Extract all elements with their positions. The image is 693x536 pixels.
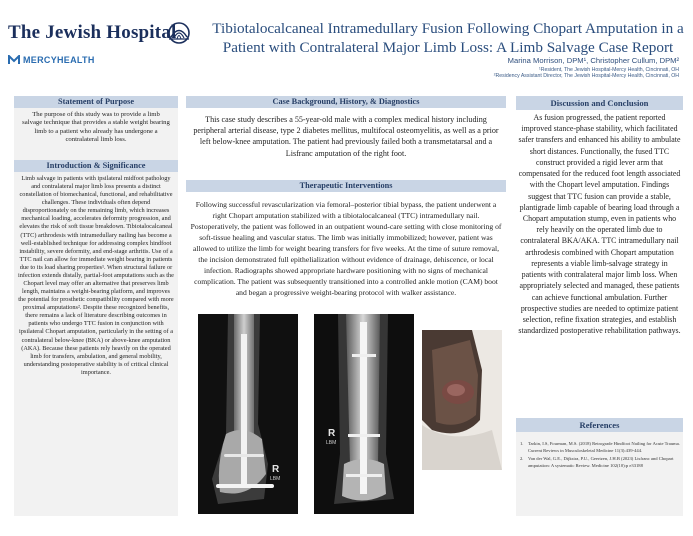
affiliation-line-1: ¹Resident, The Jewish Hospital-Mercy Health, Cincinnati, OH [538,67,679,73]
intro-text: Limb salvage in patients with ipsilateral midfoot pathology and contralateral major limb loss presents a distinct constellation of biomechanical, functional, and rehabilitative challenges. These individuals often depend disproportionately on the remaining limb, which increases mechanical loading, accelerates deformity progression, and elevates the risk of soft tissue breakdown. Tibiotalocalcaneal (TTC) arthrodesis with intramedullary nailing has become a well-established technique for addressing complex hindfoot instability, severe deformity, and end-stage arthritis. Use of a TTC nail can allow for immediate weight bearing in patients due to its load sharing properties¹. When structural failure or infection extends distally, partial-foot amputations such as the Chopart level may offer an alternative that preserves limb length, maintains a weight-bearing platform, and improves the potential for prosthetic compatibility compared with more proximal amputations². Despite these recognized benefits, there remains a lack of literature describing outcomes in patients who undergo TTC fusion in conjunction with ipsilateral Chopart amputation, particularly in the setting of a contralateral below-knee (BKA) or above-knee amputation (AKA). Because these patients rely heavily on the operated limb for transfers, ambulation, and general mobility, understanding postoperative stability is of critical clinical importance. [18,175,174,376]
xray-image-ap [314,314,414,514]
therapeutic-text: Following successful revascularization via femoral–posterior tibial bypass, the patient underwent a right Chopart amputation stabilized with a tibiotalocalcaneal (TTC) intramedullary nail. Postoperatively, the patient was followed in an outpatient wound-care setting with close monitoring of soft-tissue healing and vascular status. The limb was initially immobilized; however, patient was allowed to utilize the limb for weight bearing transfers for five weeks. At the time of suture removal, the incision demonstrated full epithelialization without evidence of drainage, dehiscence, or local infection. Radiographs showed appropriate hardware positioning with no signs of mechanical complication. The patient was subsequently transitioned into a controlled ankle motion (CAM) boot and began a progressive weight-bearing protocol with walker assistance. [190,200,502,298]
xray2-marker: R [328,428,336,439]
shell-logo-icon [166,22,192,44]
left-column-panel [14,96,178,516]
references-panel [516,418,683,516]
therapeutic-heading: Therapeutic Interventions [186,180,506,192]
case-text: This case study describes a 55-year-old male with a complex medical history including peripheral arterial disease, type 2 diabetes mellitus, multifocal osteomyelitis, as well as a prior left below-knee amputation. The patient had previously failed both a transmetatarsal and a Lisfranc amputation of the right foot. [193,115,499,158]
reference-item [520,441,680,454]
mercy-health-icon [8,55,20,65]
mercy-health-name: MERCYHEALTH [23,55,95,65]
reference-text: Tarkin, I.S, Fourman, M.S. (2018) Retrograde Hindfoot Nailing for Acute Trauma. Current Reviews in Musculoskeletal Medicine 11(3):439-444. [528,441,680,453]
poster-header [0,0,693,92]
purpose-text: The purpose of this study was to provide a limb salvage technique that provides a stable weight bearing limb to a patient who already has undergone a contralateral limb loss. [22,111,170,144]
intro-heading: Introduction & Significance [14,160,178,172]
xray1-marker: R [272,464,280,475]
reference-number: 1. [520,441,524,446]
hospital-logo [8,22,193,78]
purpose-heading: Statement of Purpose [14,96,178,108]
middle-column [186,96,506,518]
xray-image-lateral [198,314,298,514]
hospital-name: The Jewish Hospital [8,22,177,43]
clinical-photo-stump [422,330,502,470]
xray2-label: LBM [326,440,337,446]
references-list [520,441,680,471]
poster-title: Tibiotalocalcaneal Intramedullary Fusion Following Chopart Amputation in a Patient with Contralateral Major Limb Loss: A Limb Salvage Case Report [212,20,684,56]
reference-text: Van der Wal, G.E., Dijkstra, P.U., Geertzen, J.H.B (2023) Lisfranc and Chopart amputation: A systematic Review. Medicine 102(10):p e33188 [528,456,674,468]
discussion-text: As fusion progressed, the patient reported improved stance-phase stability, which facilitated safer transfers and enhanced his ability to ambulate short distances. Functionally, the fused TTC construct provided a rigid lever arm that compensated for the reduced foot length associated with the Chopart level amputation. Findings suggest that TTC fusion can provide a stable, plantigrade limb capable of bearing load through a Chopart amputation stump, even in patients who rely heavily on the operated limb due to contralateral BKA/AKA. TTC intramedullary nail arthrodesis combined with Chopart amputation represents a viable limb-salvage strategy in patients with contralateral major limb loss. When appropriately selected and managed, these patients can achieve functional ambulation. Further prospective studies are needed to optimize patient selection, refine fixation strategies, and establish standardized postoperative rehabilitation pathways. [518,113,681,336]
right-column [516,96,683,516]
reference-number: 2. [520,456,524,462]
poster-affiliations [349,67,679,80]
case-heading: Case Background, History, & Diagnostics [186,96,506,108]
reference-item [520,456,680,469]
xray-lateral-graphic [198,314,298,514]
xray1-label: LBM [270,476,281,482]
affiliation-line-2: ²Residency Assistant Director, The Jewish Hospital-Mercy Health, Cincinnati, OH [493,73,679,80]
stump-photo-graphic [422,330,502,470]
mercy-health-brand [8,53,95,67]
references-heading: References [516,418,683,432]
discussion-heading: Discussion and Conclusion [516,96,683,110]
xray-ap-graphic [314,314,414,514]
poster-authors: Marina Morrison, DPM¹, Christopher Cullum, DPM² [507,56,679,65]
